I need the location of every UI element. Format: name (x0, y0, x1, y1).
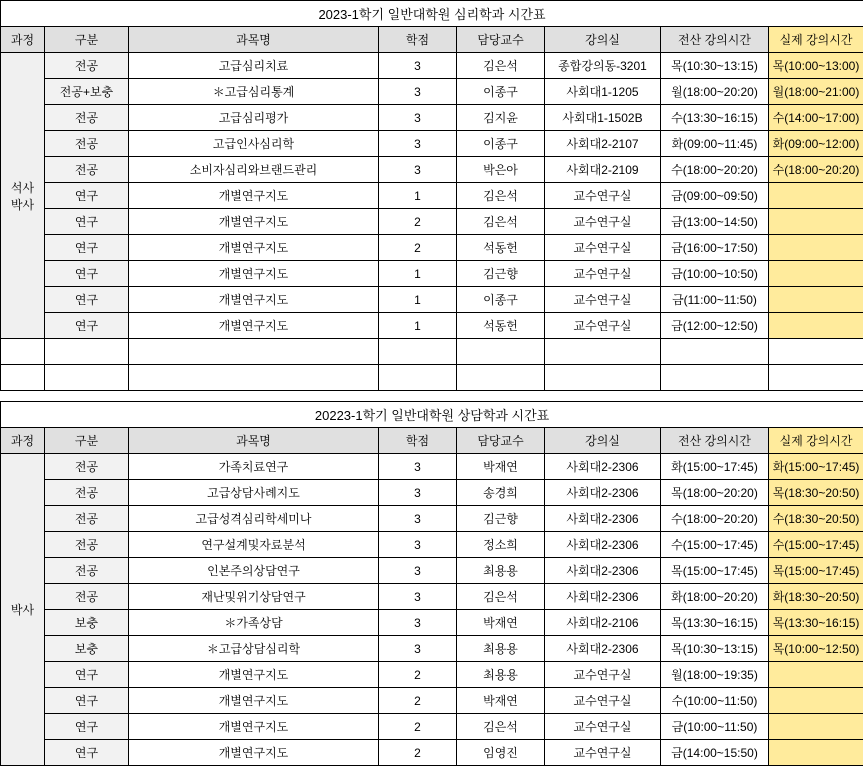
cell-professor: 최용용 (457, 558, 545, 584)
cell-professor: 송경희 (457, 480, 545, 506)
table1-program-line2: 박사 (1, 196, 44, 213)
cell-gubun: 전공 (45, 480, 129, 506)
cell-professor: 김은석 (457, 183, 545, 209)
cell-room: 사회대2-2306 (545, 454, 661, 480)
empty-cell (379, 365, 457, 391)
cell-room: 사회대2-2107 (545, 131, 661, 157)
cell-actual-time (769, 183, 863, 209)
table1-program-line1: 석사 (1, 179, 44, 196)
cell-gubun: 연구 (45, 740, 129, 766)
cell-actual-time (769, 261, 863, 287)
cell-gubun: 연구 (45, 662, 129, 688)
header-course: 과정 (1, 27, 45, 53)
table-row (1, 53, 863, 79)
table-row (1, 610, 863, 636)
cell-room: 사회대1-1205 (545, 79, 661, 105)
table-row (1, 740, 863, 766)
cell-system-time: 화(09:00~11:45) (661, 131, 769, 157)
header-gubun: 구분 (45, 27, 129, 53)
cell-credit: 2 (379, 740, 457, 766)
table2-program-cell: 박사 (1, 454, 45, 766)
cell-subject: 개별연구지도 (129, 287, 379, 313)
cell-credit: 3 (379, 53, 457, 79)
empty-cell (661, 339, 769, 365)
cell-gubun: 전공 (45, 53, 129, 79)
cell-actual-time (769, 740, 863, 766)
cell-room: 교수연구실 (545, 714, 661, 740)
cell-professor: 박재연 (457, 454, 545, 480)
cell-gubun: 연구 (45, 688, 129, 714)
cell-subject: 개별연구지도 (129, 688, 379, 714)
cell-room: 교수연구실 (545, 287, 661, 313)
header-credit: 학점 (379, 27, 457, 53)
cell-room: 교수연구실 (545, 688, 661, 714)
cell-credit: 3 (379, 506, 457, 532)
cell-room: 교수연구실 (545, 183, 661, 209)
empty-cell (379, 339, 457, 365)
cell-subject: 개별연구지도 (129, 209, 379, 235)
cell-gubun: 연구 (45, 714, 129, 740)
cell-actual-time: 수(15:00~17:45) (769, 532, 863, 558)
cell-professor: 박재연 (457, 610, 545, 636)
cell-professor: 김은석 (457, 53, 545, 79)
table-row (1, 532, 863, 558)
cell-subject: ＊가족상담 (129, 610, 379, 636)
cell-subject: 고급심리평가 (129, 105, 379, 131)
header-professor: 담당교수 (457, 27, 545, 53)
cell-system-time: 수(13:30~16:15) (661, 105, 769, 131)
cell-credit: 3 (379, 532, 457, 558)
cell-room: 사회대2-2306 (545, 506, 661, 532)
table-row (1, 584, 863, 610)
cell-system-time: 목(10:30~13:15) (661, 636, 769, 662)
cell-system-time: 화(18:00~20:20) (661, 584, 769, 610)
cell-system-time: 수(18:00~20:20) (661, 506, 769, 532)
cell-credit: 1 (379, 183, 457, 209)
cell-gubun: 전공 (45, 532, 129, 558)
cell-actual-time: 수(18:30~20:50) (769, 506, 863, 532)
empty-cell (661, 365, 769, 391)
cell-gubun: 전공 (45, 454, 129, 480)
cell-professor: 임영진 (457, 740, 545, 766)
table-row (1, 183, 863, 209)
table1-header-row (1, 27, 863, 53)
cell-subject: 개별연구지도 (129, 662, 379, 688)
counseling-schedule-table (0, 401, 863, 766)
table-row (1, 261, 863, 287)
cell-room: 사회대1-1502B (545, 105, 661, 131)
cell-system-time: 월(18:00~19:35) (661, 662, 769, 688)
table-row (1, 79, 863, 105)
cell-system-time: 금(10:00~10:50) (661, 261, 769, 287)
table-row (1, 480, 863, 506)
cell-credit: 1 (379, 287, 457, 313)
cell-room: 사회대2-2306 (545, 532, 661, 558)
cell-system-time: 금(13:00~14:50) (661, 209, 769, 235)
table1-title-row (1, 1, 863, 27)
cell-gubun: 연구 (45, 183, 129, 209)
cell-subject: ＊고급심리통계 (129, 79, 379, 105)
cell-gubun: 전공 (45, 506, 129, 532)
cell-actual-time (769, 313, 863, 339)
empty-row (1, 365, 863, 391)
empty-cell (769, 339, 863, 365)
cell-actual-time (769, 287, 863, 313)
cell-professor: 최용용 (457, 662, 545, 688)
cell-gubun: 전공 (45, 131, 129, 157)
cell-credit: 3 (379, 480, 457, 506)
cell-gubun: 연구 (45, 287, 129, 313)
cell-actual-time (769, 235, 863, 261)
cell-room: 종합강의동-3201 (545, 53, 661, 79)
cell-actual-time: 화(15:00~17:45) (769, 454, 863, 480)
cell-room: 교수연구실 (545, 235, 661, 261)
table1-title: 2023-1학기 일반대학원 심리학과 시간표 (1, 1, 863, 27)
cell-subject: 연구설계및자료분석 (129, 532, 379, 558)
table-row (1, 636, 863, 662)
header-subject: 과목명 (129, 428, 379, 454)
cell-professor: 김지윤 (457, 105, 545, 131)
cell-gubun: 보충 (45, 636, 129, 662)
cell-room: 교수연구실 (545, 740, 661, 766)
cell-professor: 이종구 (457, 131, 545, 157)
cell-actual-time: 화(09:00~12:00) (769, 131, 863, 157)
cell-actual-time: 목(13:30~16:15) (769, 610, 863, 636)
cell-subject: 인본주의상담연구 (129, 558, 379, 584)
table-row (1, 287, 863, 313)
table-row (1, 131, 863, 157)
empty-cell (1, 365, 45, 391)
cell-room: 사회대2-2306 (545, 584, 661, 610)
table-row (1, 313, 863, 339)
header-professor: 담당교수 (457, 428, 545, 454)
cell-actual-time (769, 714, 863, 740)
cell-professor: 김근향 (457, 261, 545, 287)
empty-cell (457, 365, 545, 391)
cell-professor: 김근향 (457, 506, 545, 532)
cell-subject: 재난및위기상담연구 (129, 584, 379, 610)
empty-cell (129, 365, 379, 391)
table-row (1, 688, 863, 714)
cell-subject: 고급성격심리학세미나 (129, 506, 379, 532)
cell-professor: 최용용 (457, 636, 545, 662)
cell-actual-time (769, 662, 863, 688)
cell-room: 사회대2-2306 (545, 480, 661, 506)
empty-cell (45, 365, 129, 391)
cell-actual-time: 목(15:00~17:45) (769, 558, 863, 584)
table-row (1, 105, 863, 131)
header-room: 강의실 (545, 428, 661, 454)
cell-actual-time (769, 209, 863, 235)
empty-cell (769, 365, 863, 391)
cell-credit: 2 (379, 209, 457, 235)
cell-credit: 3 (379, 454, 457, 480)
cell-actual-time: 목(10:00~12:50) (769, 636, 863, 662)
cell-credit: 3 (379, 131, 457, 157)
cell-room: 사회대2-2109 (545, 157, 661, 183)
cell-credit: 2 (379, 235, 457, 261)
empty-cell (545, 365, 661, 391)
cell-professor: 석동헌 (457, 235, 545, 261)
table-row (1, 506, 863, 532)
cell-system-time: 목(13:30~16:15) (661, 610, 769, 636)
header-course: 과정 (1, 428, 45, 454)
cell-system-time: 화(15:00~17:45) (661, 454, 769, 480)
cell-credit: 3 (379, 558, 457, 584)
header-system-time: 전산 강의시간 (661, 428, 769, 454)
cell-actual-time (769, 688, 863, 714)
table2-title-row (1, 402, 863, 428)
cell-system-time: 수(15:00~17:45) (661, 532, 769, 558)
cell-credit: 1 (379, 313, 457, 339)
cell-gubun: 연구 (45, 235, 129, 261)
cell-system-time: 금(11:00~11:50) (661, 287, 769, 313)
cell-credit: 3 (379, 157, 457, 183)
cell-system-time: 목(18:00~20:20) (661, 480, 769, 506)
cell-subject: 개별연구지도 (129, 235, 379, 261)
table-row (1, 558, 863, 584)
cell-professor: 이종구 (457, 79, 545, 105)
table-row (1, 662, 863, 688)
cell-subject: 개별연구지도 (129, 313, 379, 339)
cell-room: 사회대2-2306 (545, 558, 661, 584)
cell-credit: 2 (379, 714, 457, 740)
cell-subject: 개별연구지도 (129, 183, 379, 209)
cell-system-time: 수(10:00~11:50) (661, 688, 769, 714)
empty-cell (1, 339, 45, 365)
cell-subject: 가족치료연구 (129, 454, 379, 480)
header-credit: 학점 (379, 428, 457, 454)
cell-gubun: 연구 (45, 209, 129, 235)
cell-subject: 개별연구지도 (129, 261, 379, 287)
cell-actual-time: 목(18:30~20:50) (769, 480, 863, 506)
cell-subject: 고급상담사례지도 (129, 480, 379, 506)
cell-system-time: 목(15:00~17:45) (661, 558, 769, 584)
cell-gubun: 연구 (45, 313, 129, 339)
table2-title: 20223-1학기 일반대학원 상담학과 시간표 (1, 402, 863, 428)
cell-gubun: 전공 (45, 558, 129, 584)
cell-credit: 3 (379, 79, 457, 105)
cell-professor: 김은석 (457, 209, 545, 235)
cell-system-time: 금(09:00~09:50) (661, 183, 769, 209)
cell-subject: 소비자심리와브랜드관리 (129, 157, 379, 183)
cell-gubun: 전공 (45, 584, 129, 610)
table-row (1, 714, 863, 740)
empty-row (1, 339, 863, 365)
cell-system-time: 금(12:00~12:50) (661, 313, 769, 339)
cell-subject: ＊고급상담심리학 (129, 636, 379, 662)
cell-system-time: 금(10:00~11:50) (661, 714, 769, 740)
cell-system-time: 수(18:00~20:20) (661, 157, 769, 183)
cell-gubun: 연구 (45, 261, 129, 287)
cell-professor: 박은아 (457, 157, 545, 183)
header-gubun: 구분 (45, 428, 129, 454)
cell-professor: 이종구 (457, 287, 545, 313)
empty-cell (545, 339, 661, 365)
cell-credit: 3 (379, 105, 457, 131)
cell-professor: 박재연 (457, 688, 545, 714)
cell-actual-time: 목(10:00~13:00) (769, 53, 863, 79)
cell-subject: 개별연구지도 (129, 740, 379, 766)
empty-cell (457, 339, 545, 365)
cell-room: 교수연구실 (545, 209, 661, 235)
cell-gubun: 전공 (45, 157, 129, 183)
cell-credit: 2 (379, 688, 457, 714)
cell-room: 교수연구실 (545, 662, 661, 688)
cell-actual-time: 월(18:00~21:00) (769, 79, 863, 105)
table2-header-row (1, 428, 863, 454)
empty-cell (45, 339, 129, 365)
cell-gubun: 보충 (45, 610, 129, 636)
table-row (1, 157, 863, 183)
cell-actual-time: 수(14:00~17:00) (769, 105, 863, 131)
cell-room: 사회대2-2106 (545, 610, 661, 636)
table-gap (0, 391, 863, 401)
cell-system-time: 금(14:00~15:50) (661, 740, 769, 766)
empty-cell (129, 339, 379, 365)
cell-room: 사회대2-2306 (545, 636, 661, 662)
table-row (1, 454, 863, 480)
cell-professor: 김은석 (457, 584, 545, 610)
cell-credit: 3 (379, 610, 457, 636)
cell-credit: 3 (379, 636, 457, 662)
cell-room: 교수연구실 (545, 313, 661, 339)
header-actual-time: 실제 강의시간 (769, 27, 863, 53)
cell-system-time: 목(10:30~13:15) (661, 53, 769, 79)
cell-professor: 석동헌 (457, 313, 545, 339)
table1-program-cell (1, 53, 45, 339)
cell-credit: 3 (379, 584, 457, 610)
cell-subject: 개별연구지도 (129, 714, 379, 740)
cell-subject: 고급심리치료 (129, 53, 379, 79)
cell-subject: 고급인사심리학 (129, 131, 379, 157)
cell-actual-time: 화(18:30~20:50) (769, 584, 863, 610)
table-row (1, 209, 863, 235)
cell-room: 교수연구실 (545, 261, 661, 287)
cell-professor: 김은석 (457, 714, 545, 740)
cell-gubun: 전공+보충 (45, 79, 129, 105)
cell-professor: 정소희 (457, 532, 545, 558)
header-room: 강의실 (545, 27, 661, 53)
table-row (1, 235, 863, 261)
cell-credit: 1 (379, 261, 457, 287)
cell-system-time: 월(18:00~20:20) (661, 79, 769, 105)
cell-credit: 2 (379, 662, 457, 688)
header-system-time: 전산 강의시간 (661, 27, 769, 53)
cell-system-time: 금(16:00~17:50) (661, 235, 769, 261)
header-subject: 과목명 (129, 27, 379, 53)
cell-gubun: 전공 (45, 105, 129, 131)
header-actual-time: 실제 강의시간 (769, 428, 863, 454)
cell-actual-time: 수(18:00~20:20) (769, 157, 863, 183)
